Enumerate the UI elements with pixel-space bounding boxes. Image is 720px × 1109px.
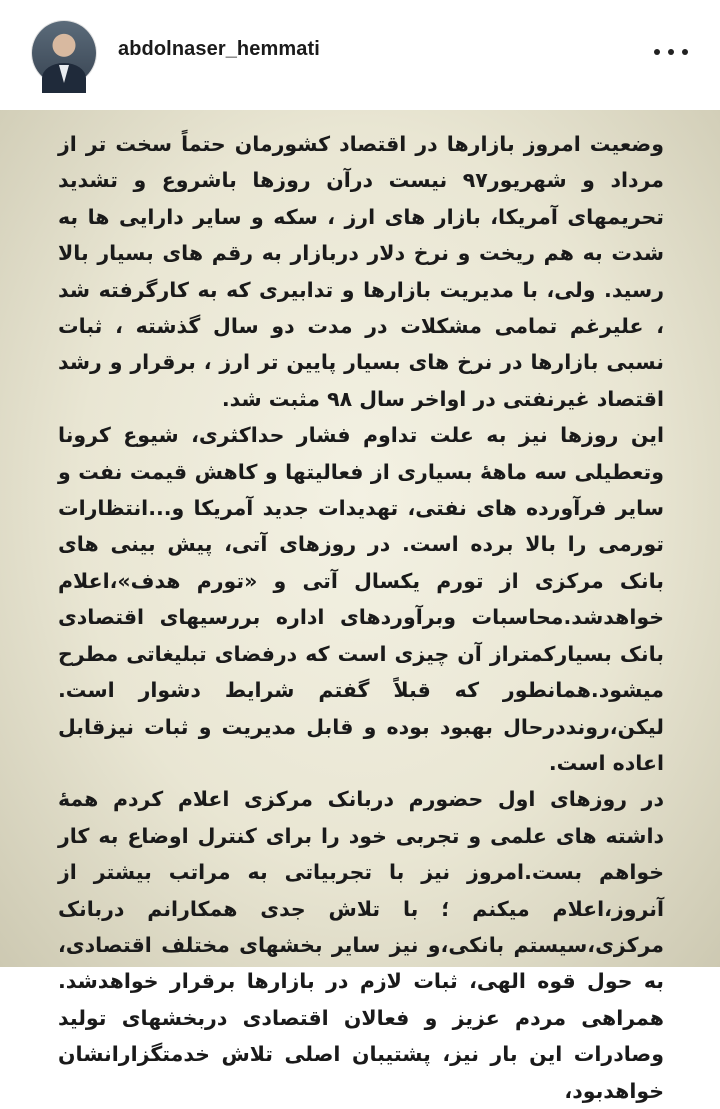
dot-icon [668,49,674,55]
paragraph-1: وضعیت امروز بازارها در اقتصاد کشورمان حتماً سخت تر از مرداد و شهریور۹۷ نیست درآن روزها باشروع و تشدید تحریمهای آمریکا، بازار های ارز ، سکه و سایر دارایی ها به شدت به هم ریخت و نرخ دلار دربازار به رقم های بسیار بالا رسید. ولی، با مدیریت بازارها و تدابیری که به کارگرفته شد ، علیرغم تمامی مشکلات در مدت دو سال گذشته ، ثبات نسبی بازارها در نرخ های بسیار پایین تر ارز ، برقرار و رشد اقتصاد غیرنفتی در اواخر سال ۹۸ مثبت شد. [58,132,664,411]
more-options-icon[interactable] [654,38,688,66]
dot-icon [682,49,688,55]
post-image[interactable] [0,110,720,1103]
profile-avatar[interactable] [32,21,96,85]
username-link[interactable]: abdolnaser_hemmati [118,38,320,60]
post-text-block [58,126,664,1109]
dot-icon [654,49,660,55]
paragraph-2: این روزها نیز به علت تداوم فشار حداکثری، شیوع کرونا وتعطیلی سه ماههٔ بسیاری از فعالیتها و کاهش قیمت نفت و سایر فرآورده های نفتی، تهدیدات جدید آمریکا و...انتظارات تورمی را بالا برده است. در روزهای آتی، پیش بینی های بانک مرکزی از تورم یکسال آتی و «تورم هدف»،اعلام خواهدشد.محاسبات وبرآوردهای اداره بررسیهای اقتصادی بانک بسیارکمتراز آن چیزی است که درفضای تبلیغاتی مطرح میشود.همانطور که قبلاً گفتم شرایط دشوار است. لیکن،رونددرحال بهبود بوده و قابل مدیریت و ثبات نیزقابل اعاده است. [58,423,664,775]
post-header [0,0,720,110]
paragraph-3: در روزهای اول حضورم دربانک مرکزی اعلام کردم همهٔ داشته های علمی و تجربی خود را برای کنترل اوضاع به کار خواهم بست.امروز نیز با تجربیاتی به مراتب بیشتر از آنروز،اعلام میکنم ؛ با تلاش جدی همکارانم دربانک مرکزی،سیستم بانکی،و نیز سایر بخشهای مختلف اقتصادی، به حول قوه الهی، ثبات لازم در بازارها برقرار خواهدشد. همراهی مردم عزیز و فعالان اقتصادی دربخشهای تولید وصادرات این بار نیز، پشتیبان اصلی تلاش خدمتگزارانشان خواهدبود، [58,787,664,1103]
